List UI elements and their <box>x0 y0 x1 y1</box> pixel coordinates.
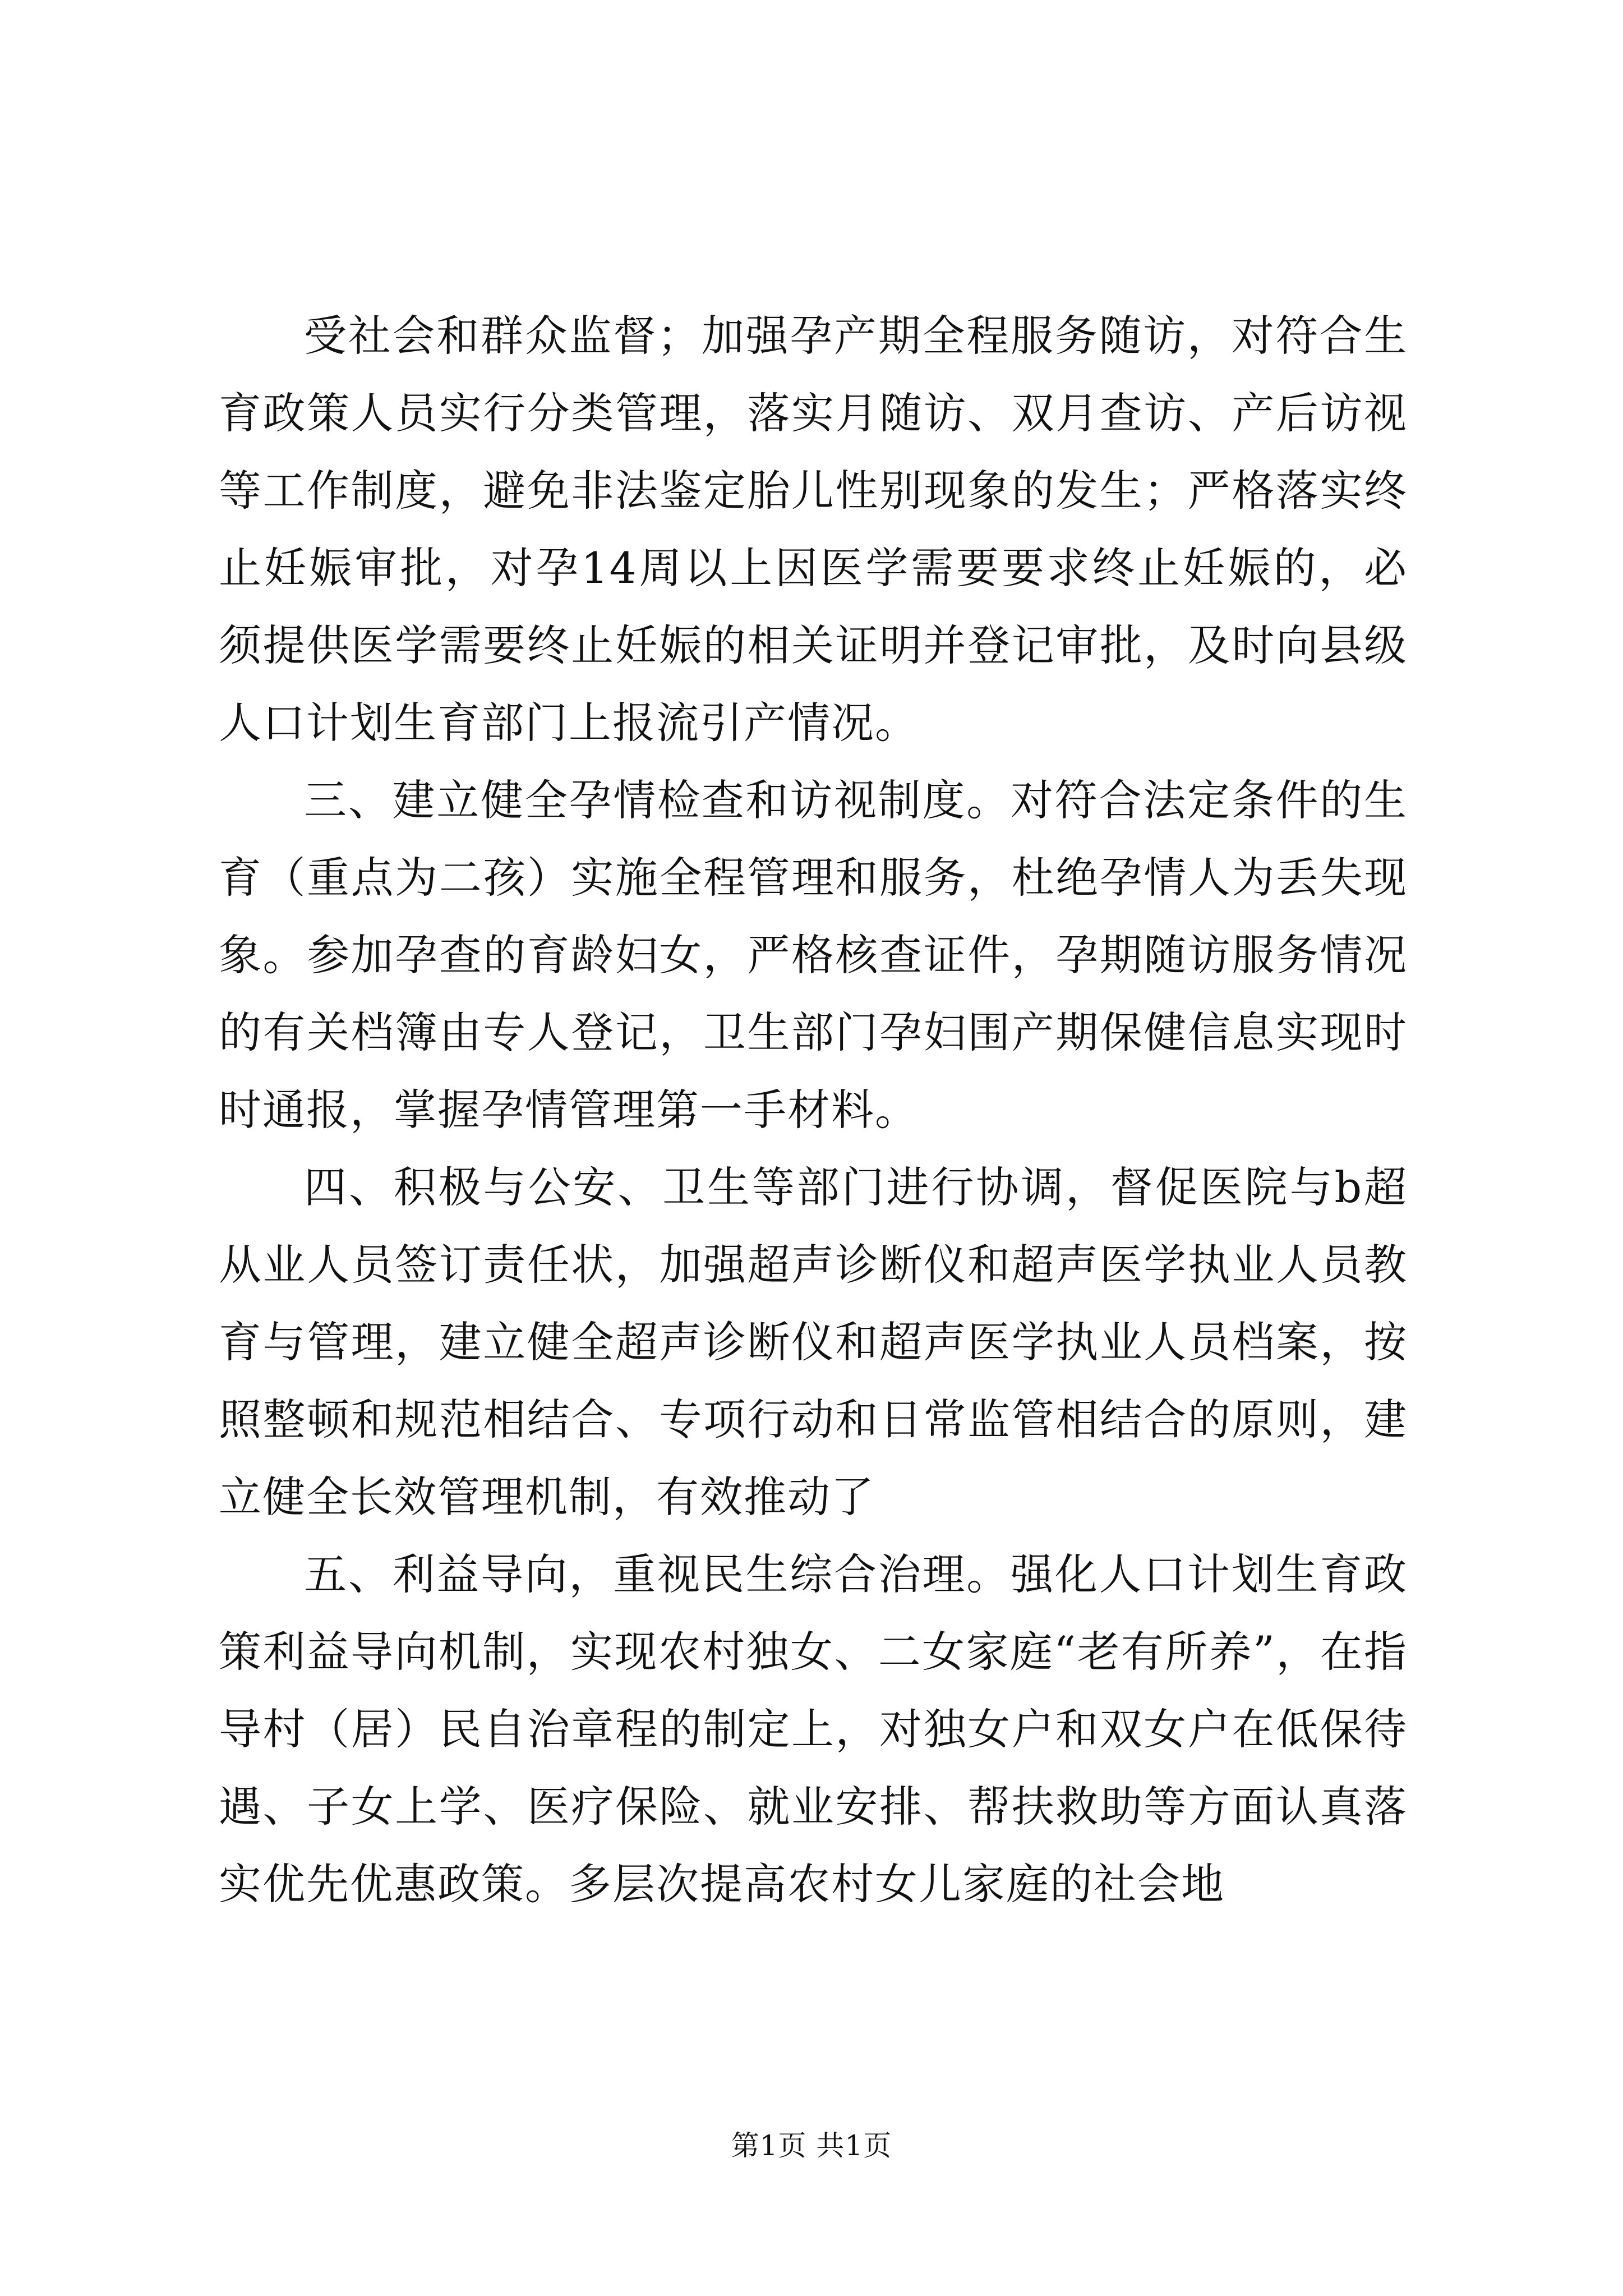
page-footer <box>0 2126 1623 2165</box>
paragraph-1: 受社会和群众监督；加强孕产期全程服务随访，对符合生育政策人员实行分类管理，落实月随访、双月查访、产后访视等工作制度，避免非法鉴定胎儿性别现象的发生；严格落实终止妊娠审批，对孕14周以上因医学需要要求终止妊娠的，必须提供医学需要终止妊娠的相关证明并登记审批，及时向县级人口计划生育部门上报流引产情况。 <box>219 311 1408 748</box>
paragraph-3: 四、积极与公安、卫生等部门进行协调，督促医院与b超从业人员签订责任状，加强超声诊断仪和超声医学执业人员教育与管理，建立健全超声诊断仪和超声医学执业人员档案，按照整顿和规范相结合、专项行动和日常监管相结合的原则，建立健全长效管理机制，有效推动了 <box>219 1162 1408 1522</box>
page-number-label: 第1页 共1页 <box>731 2129 892 2162</box>
paragraph-2: 三、建立健全孕情检查和访视制度。对符合法定条件的生育（重点为二孩）实施全程管理和服务，杜绝孕情人为丢失现象。参加孕查的育龄妇女，严格核查证件，孕期随访服务情况的有关档簿由专人登记，卫生部门孕妇围产期保健信息实现时时通报，掌握孕情管理第一手材料。 <box>219 775 1408 1135</box>
paragraph-4: 五、利益导向，重视民生综合治理。强化人口计划生育政策利益导向机制，实现农村独女、二女家庭“老有所养”，在指导村（居）民自治章程的制定上，对独女户和双女户在低保待遇、子女上学、医疗保险、就业安排、帮扶救助等方面认真落实优先优惠政策。多层次提高农村女儿家庭的社会地 <box>219 1549 1408 1909</box>
document-body <box>219 297 1408 1923</box>
